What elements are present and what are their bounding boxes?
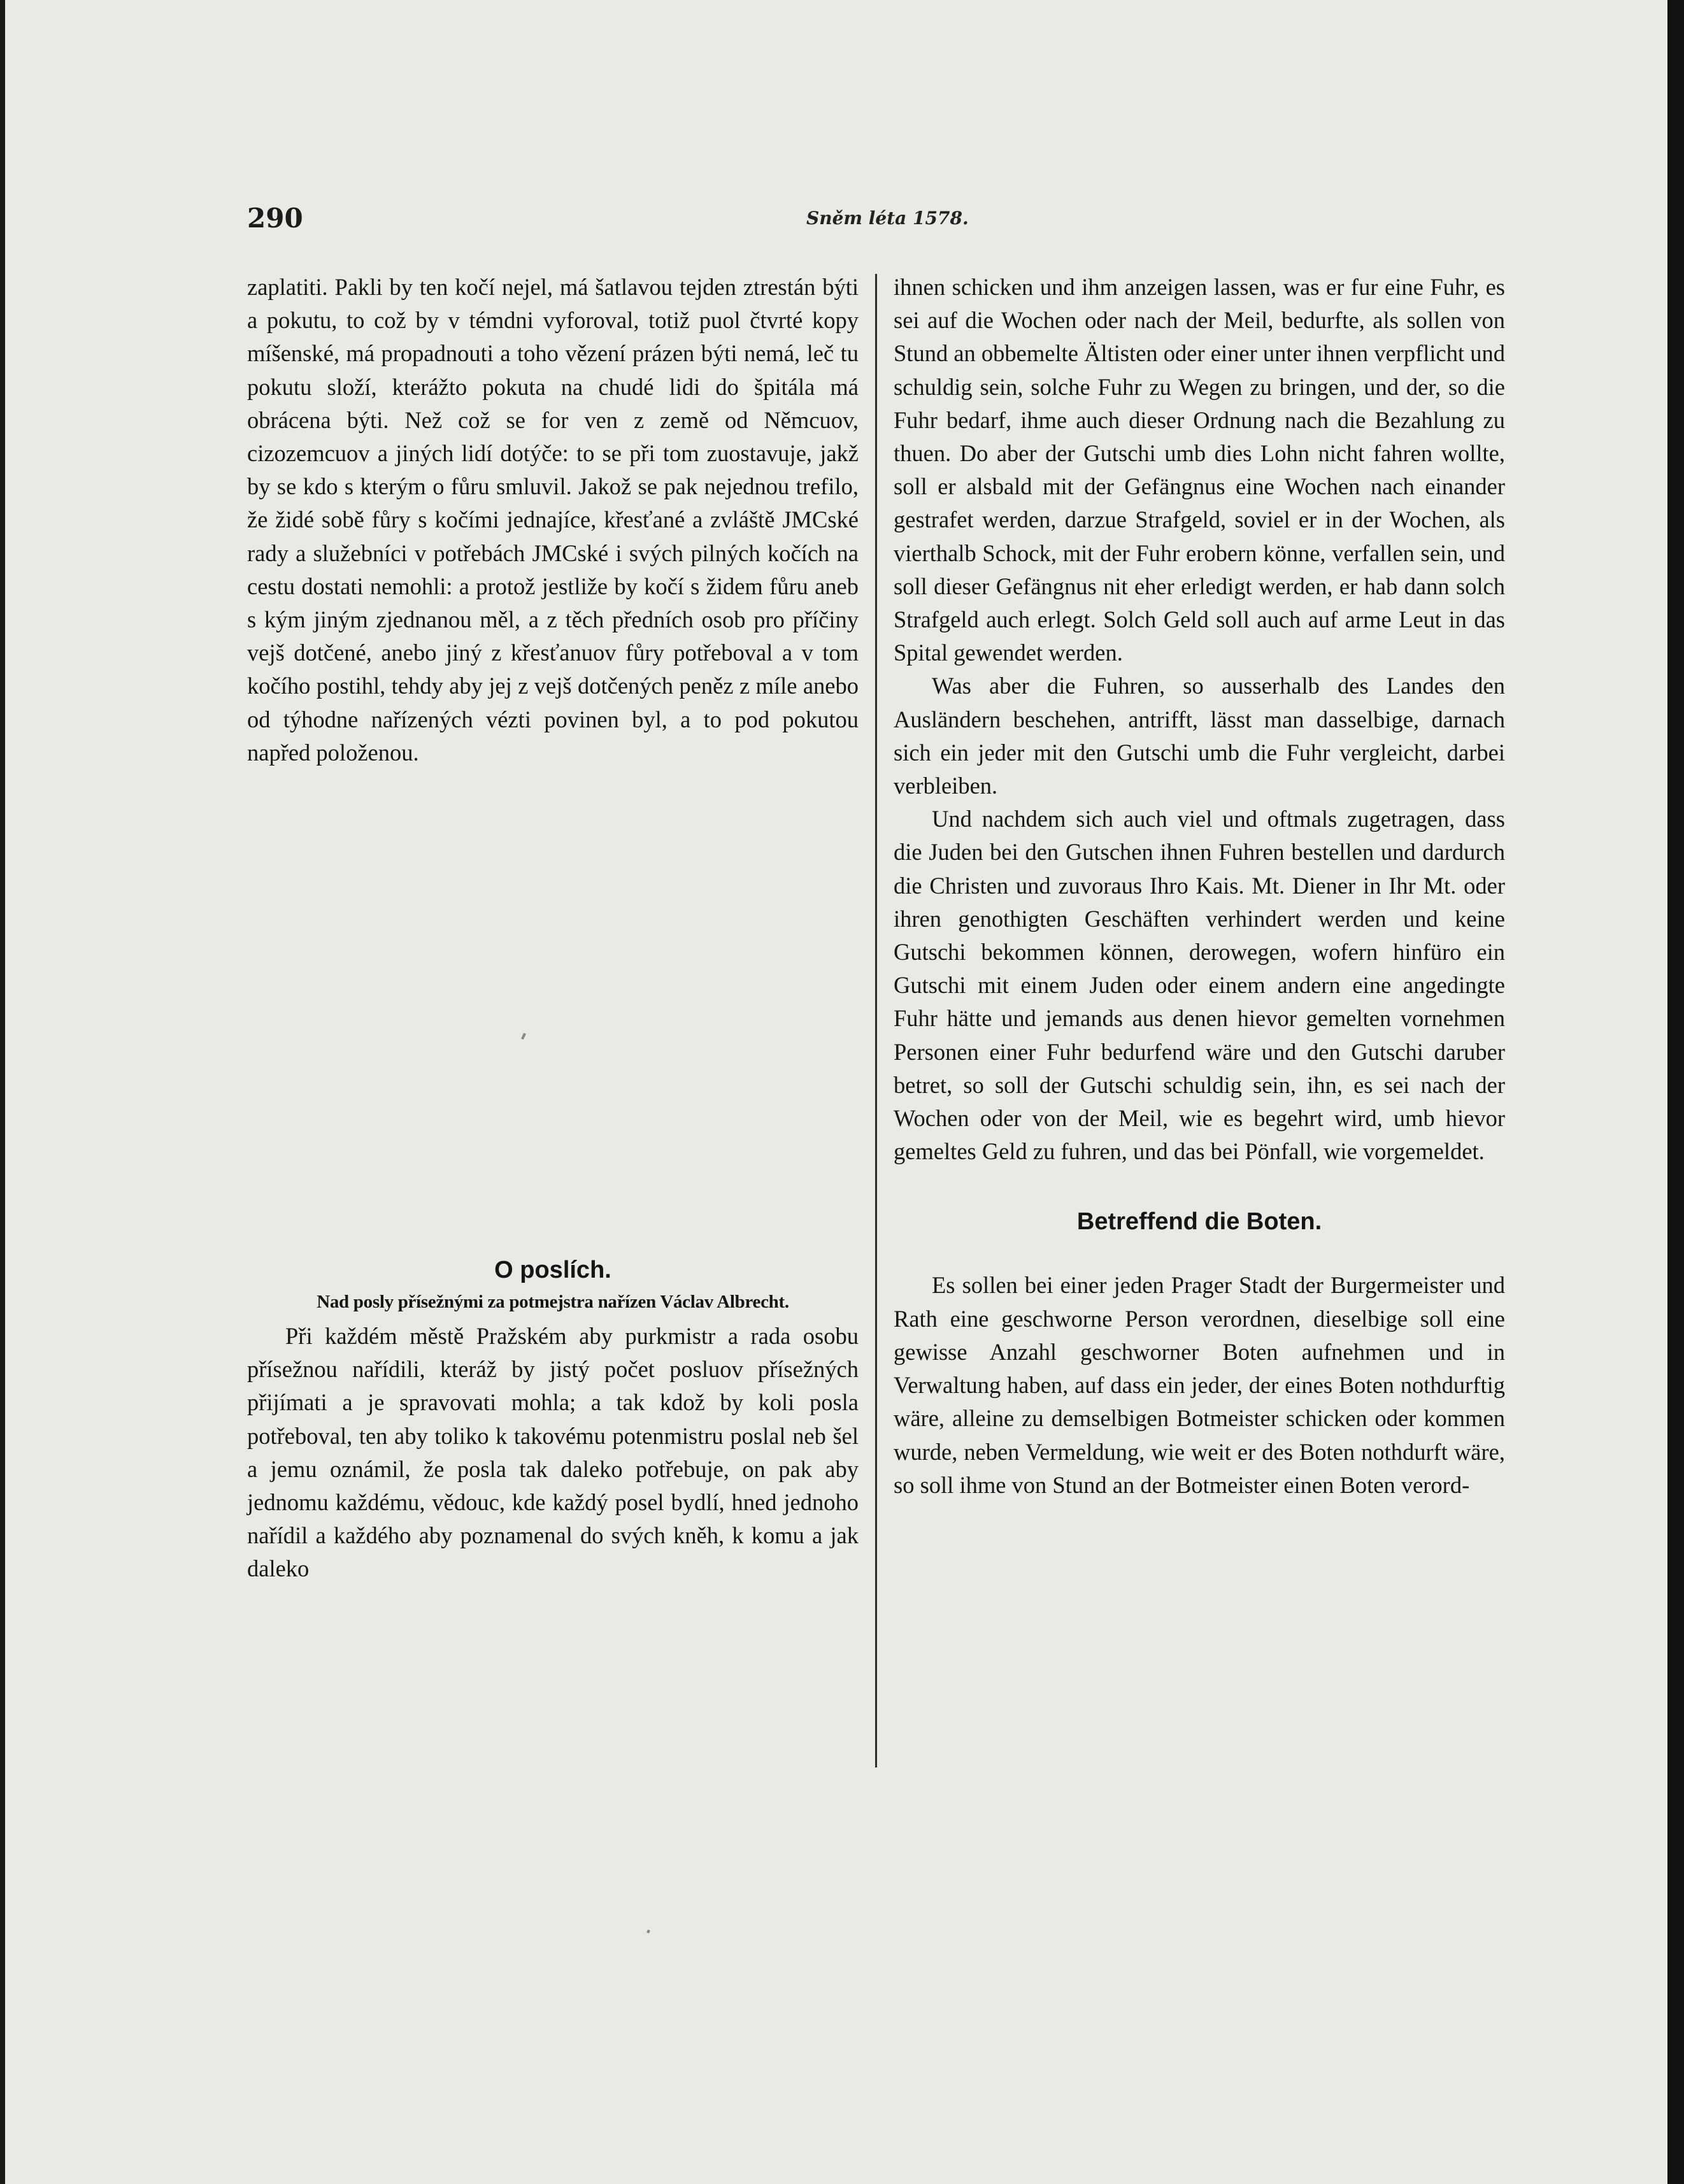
scan-speck [646, 1929, 650, 1933]
running-title: Sněm léta 1578. [806, 208, 969, 229]
left-paragraph-2: Při každém městě Pražském aby purkmistr a rada osobu přísežnou nařídili, kteráž by jistý počet posluov přísežných přijímati a je spravovati mohla; a tak kdož by koli posla potřeboval, ten aby toliko k takovému potenmistru poslal neb šel a jemu oznámil, že posla tak daleko potřebuje, on pak aby jednomu každému, vědouc, kde každý posel bydlí, hned jednoho nařídil a každého aby poznamenal do svých kněh, k komu a jak daleko [247, 1323, 859, 1582]
column-gap [247, 769, 859, 1253]
section-subheading: Nad posly přísežnými za potmejstra nařízen Václav Albrecht. [317, 1292, 789, 1313]
section-heading-czech: O poslích. [494, 1257, 611, 1284]
right-paragraph-3: Und nachdem sich auch viel und oftmals zugetragen, dass die Juden bei den Gutschen ihnen Fuhren bestellen und dardurch die Christen und zuvoraus Ihro Kais. Mt. Diener in Ihr Mt. oder ihren genothigten Geschäften verhindert werden und keine Gutschi bekommen können, derowegen, wofern hinfüro ein Gutschi mit einem Juden oder einem andern eine angedingte Fuhr hätte und jemands aus denen hievor gemelten vornehmen Personen einer Fuhr bedurfend wäre und den Gutschi daruber betret, so soll der Gutschi schuldig sein, ihn, es sei nach der Wochen oder von der Meil, wie es begehrt wird, umb hievor gemeltes Geld zu fuhren, und das bei Pönfall, wie vorgemeldet. [894, 806, 1505, 1165]
document-page [5, 0, 1667, 2184]
scan-border [1667, 0, 1684, 2184]
right-paragraph-1: ihnen schicken und ihm anzeigen lassen, was er fur eine Fuhr, es sei auf die Wochen oder nach der Meil, bedurfte, als sollen von Stund an obbemelte Ältisten oder einer unter ihnen verpflicht und schuldig sein, solche Fuhr zu Wegen zu bringen, und der, so die Fuhr bedarf, ihme auch dieser Ordnung nach die Bezahlung zu thuen. Do aber der Gutschi umb dies Lohn nicht fahren wollte, soll er alsbald mit der Gefängnus eine Wochen nach einander gestrafet werden, darzue Strafgeld, soviel er in der Wochen, als vierthalb Schock, mit der Fuhr erobern könne, verfallen sein, und soll dieser Gefängnus nit eher erledigt werden, er hab dann solch Strafgeld auch erlegt. Solch Geld soll auch auf arme Leut in das Spital gewendet werden. [894, 274, 1505, 666]
left-paragraph-1: zaplatiti. Pakli by ten kočí nejel, má šatlavou tejden ztrestán býti a pokutu, to což by v témdni vyforoval, totiž puol čtvrté kopy míšenské, má propadnouti a toho vězení prázen býti nemá, leč tu pokutu složí, kterážto pokuta na chudé lidi do špitála má obrácena býti. Než což se for ven z země od Němcuov, cizozemcuov a jiných lidí dotýče: to se při tom zuostavuje, jakž by se kdo s kterým o fůru smluvil. Jakož se pak nejednou trefilo, že židé sobě fůry s kočími jednajíce, křesťané a zvláště JMCské rady a služebníci v potřebách JMCské i svých pilných kočích na cestu dostati nemohli: a protož jestliže by kočí s židem fůru aneb s kým jiným zjednanou měl, a z těch předních osob pro příčiny vejš dotčené, anebo jiný z křesťanuov fůry potřeboval a v tom kočího postihl, tehdy aby jej z vejš dotčených peněz z míle anebo od týhodne nařízených vézti povinen byl, a to pod pokutou napřed položenou. [247, 274, 859, 766]
page-header [247, 203, 1495, 241]
left-column [247, 271, 859, 1586]
column-divider [875, 274, 877, 1767]
page-number: 290 [247, 203, 303, 234]
right-paragraph-2: Was aber die Fuhren, so ausserhalb des Landes den Ausländern beschehen, antrifft, lässt man dasselbige, darnach sich ein jeder mit den Gutschi umb die Fuhr vergleicht, darbei verbleiben. [894, 673, 1505, 799]
right-paragraph-4: Es sollen bei einer jeden Prager Stadt der Burgermeister und Rath eine geschworne Person verordnen, dieselbige soll eine gewisse Anzahl geschworner Boten aufnehmen und in Verwaltung haben, auf dass ein jeder, der eines Boten nothdurftig wäre, alleine zu demselbigen Botmeister schicken oder kommen wurde, neben Vermeldung, wie weit er des Boten nothdurft wäre, so soll ihme von Stund an der Botmeister einen Boten verord- [894, 1272, 1505, 1498]
right-column [894, 271, 1505, 1502]
section-heading-german: Betreffend die Boten. [1076, 1208, 1322, 1236]
